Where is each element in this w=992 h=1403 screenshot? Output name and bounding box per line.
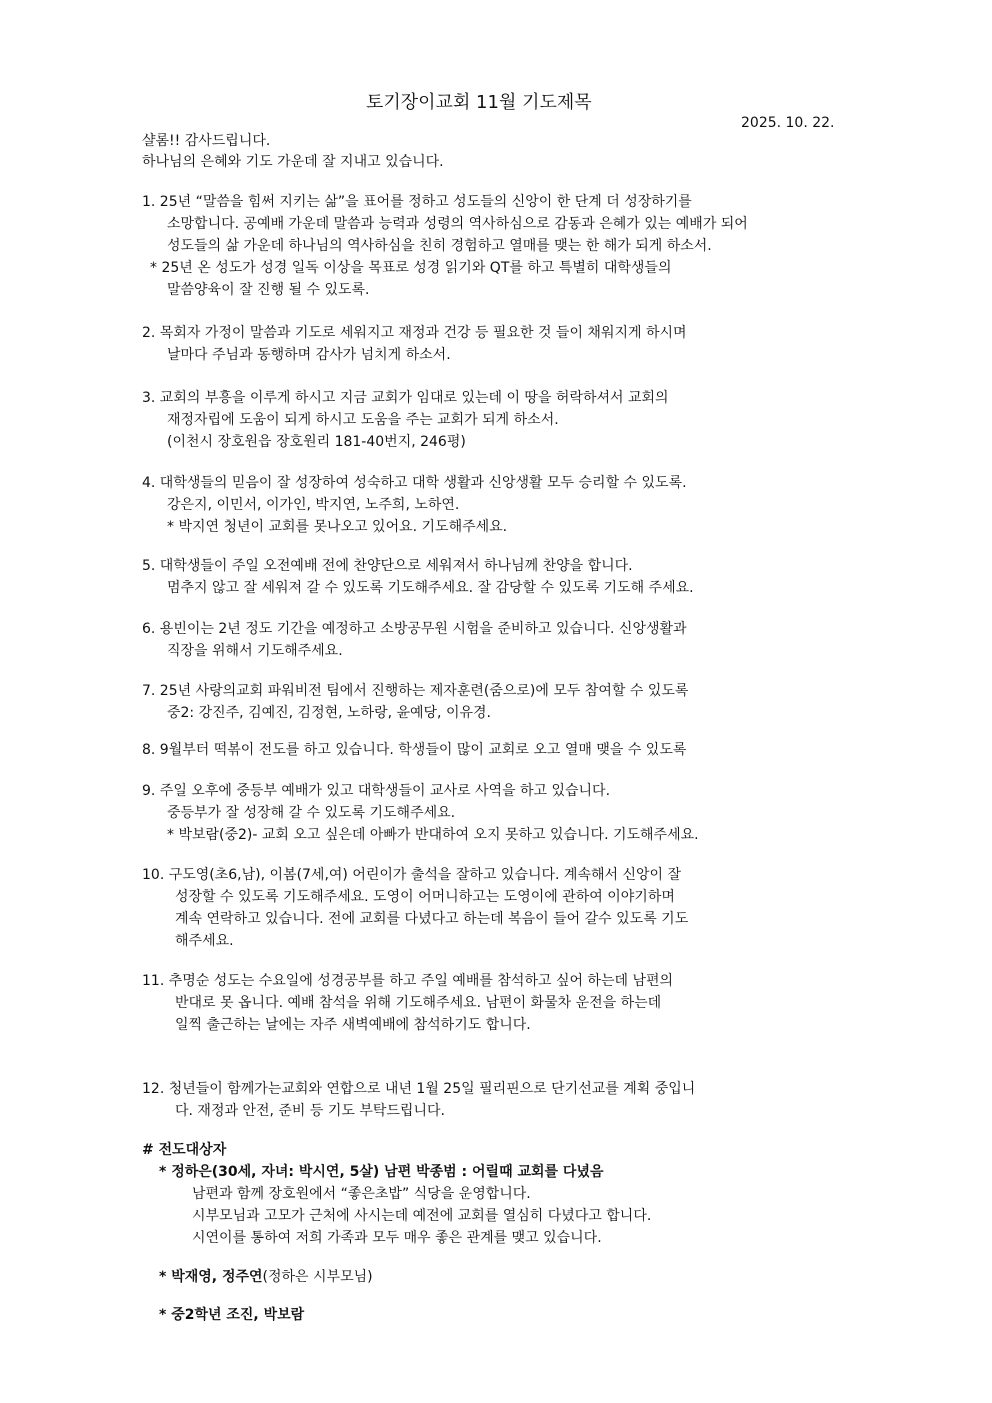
prayer-item-11-line: 11. 추명순 성도는 수요일에 성경공부를 하고 주일 예배를 참석하고 싶어 하는데 남편의 [142,973,674,989]
prayer-item-10-line: 해주세요. [175,933,234,949]
evangelism-heading: # 전도대상자 [142,1142,227,1158]
evangelism-entry-name: * 박재영, 정주연 [159,1269,263,1285]
evangelism-detail: 시연이를 통하여 저희 가족과 모두 매우 좋은 관계를 맺고 있습니다. [192,1230,602,1246]
greeting-line: 하나님의 은혜와 기도 가운데 잘 지내고 있습니다. [142,154,444,170]
prayer-item-8-line: 8. 9월부터 떡볶이 전도를 하고 있습니다. 학생들이 많이 교회로 오고 열매 맺을 수 있도록 [142,742,687,758]
prayer-item-3-line: 재정자립에 도움이 되게 하시고 도움을 주는 교회가 되게 하소서. [167,412,559,428]
prayer-item-3-line: (이천시 장호원읍 장호원리 181-40번지, 246평) [167,434,466,450]
prayer-item-5-line: 멈추지 않고 잘 세워져 갈 수 있도록 기도해주세요. 잘 감당할 수 있도록 기도해 주세요. [167,580,694,596]
prayer-item-1-note: * 25년 온 성도가 성경 일독 이상을 목표로 성경 읽기와 QT를 하고 특별히 대학생들의 [150,260,672,276]
prayer-item-11-line: 일찍 출근하는 날에는 자주 새벽예배에 참석하기도 합니다. [175,1017,531,1033]
date: 2025. 10. 22. [741,115,835,131]
greeting-line: 샬롬!! 감사드립니다. [142,133,271,149]
prayer-item-12-line: 12. 청년들이 함께가는교회와 연합으로 내년 1월 25일 필리핀으로 단기선교를 계획 중입니 [142,1081,696,1097]
evangelism-detail: 남편과 함께 장호원에서 “좋은초밥” 식당을 운영합니다. [192,1186,531,1202]
prayer-item-11-line: 반대로 못 옵니다. 예배 참석을 위해 기도해주세요. 남편이 화물차 운전을 하는데 [175,995,662,1011]
prayer-item-1-line: 성도들의 삶 가운데 하나님의 역사하심을 친히 경험하고 열매를 맺는 한 해가 되게 하소서. [167,238,712,254]
prayer-item-12-line: 다. 재정과 안전, 준비 등 기도 부탁드립니다. [175,1103,445,1119]
prayer-item-10-line: 계속 연락하고 있습니다. 전에 교회를 다녔다고 하는데 복음이 들어 갈수 있도록 기도 [175,911,689,927]
prayer-item-9-line: 중등부가 잘 성장해 갈 수 있도록 기도해주세요. [167,805,456,821]
evangelism-entry: * 정하은(30세, 자녀: 박시연, 5살) 남편 박종범 : 어릴때 교회를 다녔음 [159,1164,604,1180]
prayer-item-9-line: 9. 주일 오후에 중등부 예배가 있고 대학생들이 교사로 사역을 하고 있습니다. [142,783,611,799]
prayer-item-7-line: 중2: 강진주, 김예진, 김정현, 노하랑, 윤예당, 이유경. [167,705,491,721]
prayer-item-10-line: 10. 구도영(초6,남), 이봄(7세,여) 어린이가 출석을 잘하고 있습니다. 계속해서 신앙이 잘 [142,867,682,883]
prayer-item-4-note: * 박지연 청년이 교회를 못나오고 있어요. 기도해주세요. [167,519,508,535]
prayer-item-7-line: 7. 25년 사랑의교회 파워비전 팀에서 진행하는 제자훈련(줌으로)에 모두 참여할 수 있도록 [142,683,689,699]
prayer-item-1-line: 1. 25년 “말씀을 힘써 지키는 삶”을 표어를 정하고 성도들의 신앙이 한 단계 더 성장하기를 [142,194,692,210]
prayer-item-4-line: 4. 대학생들의 믿음이 잘 성장하여 성숙하고 대학 생활과 신앙생활 모두 승리할 수 있도록. [142,475,687,491]
prayer-item-3-line: 3. 교회의 부흥을 이루게 하시고 지금 교회가 임대로 있는데 이 땅을 허락하셔서 교회의 [142,390,669,406]
evangelism-entry: * 중2학년 조진, 박보람 [159,1307,305,1323]
prayer-item-6-line: 직장을 위해서 기도해주세요. [167,643,343,659]
prayer-item-2-line: 2. 목회자 가정이 말씀과 기도로 세워지고 재정과 건강 등 필요한 것 들이 채워지게 하시며 [142,325,687,341]
evangelism-entry [159,1267,373,1288]
prayer-item-9-note: * 박보람(중2)- 교회 오고 싶은데 아빠가 반대하여 오지 못하고 있습니다. 기도해주세요. [167,827,699,843]
evangelism-entry-note: (정하은 시부모님) [262,1269,373,1285]
page-title: 토기장이교회 11월 기도제목 [366,92,592,113]
prayer-item-4-line: 강은지, 이민서, 이가인, 박지연, 노주희, 노하연. [167,497,460,513]
prayer-item-2-line: 날마다 주님과 동행하며 감사가 넘치게 하소서. [167,347,451,363]
prayer-item-1-note: 말씀양육이 잘 진행 될 수 있도록. [167,282,370,298]
prayer-item-5-line: 5. 대학생들이 주일 오전예배 전에 찬양단으로 세워져서 하나님께 찬양을 합니다. [142,558,633,574]
evangelism-detail: 시부모님과 고모가 근처에 사시는데 예전에 교회를 열심히 다녔다고 합니다. [192,1208,652,1224]
prayer-item-1-line: 소망합니다. 공예배 가운데 말씀과 능력과 성령의 역사하심으로 감동과 은혜가 있는 예배가 되어 [167,216,748,232]
prayer-item-6-line: 6. 용빈이는 2년 정도 기간을 예정하고 소방공무원 시험을 준비하고 있습니다. 신앙생활과 [142,621,687,637]
prayer-item-10-line: 성장할 수 있도록 기도해주세요. 도영이 어머니하고는 도영이에 관하여 이야기하며 [175,889,675,905]
